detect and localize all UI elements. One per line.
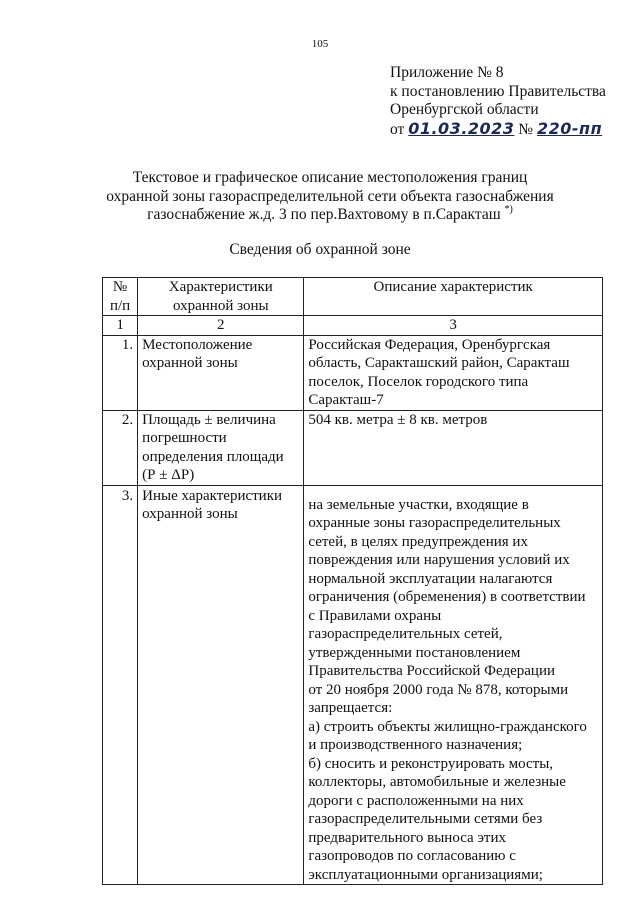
column-number-row — [103, 316, 603, 336]
column-number: 1 — [103, 316, 138, 336]
table-row — [103, 335, 603, 410]
appendix-region: Оренбургской области — [390, 101, 539, 118]
title-line-3 — [100, 206, 560, 227]
title-line-2: охранной зоны газораспределительной сети объекта газоснабжения — [106, 187, 554, 205]
protection-zone-table — [102, 277, 603, 885]
header-description: Описание характеристик — [304, 278, 603, 316]
row-number: 3. — [103, 485, 138, 885]
table-header-row — [103, 278, 603, 316]
handwritten-date: 01.03.2023 — [408, 118, 515, 138]
column-number: 3 — [304, 316, 603, 336]
row-description: на земельные участки, входящие в охранные зоны газораспределительных сетей, в целях предупреждения их повреждения или нарушения условий их нормальной эксплуатации налагаются ограничения (обременения) в соответствии с Правилами охраны газораспределительных сетей, утвержденными постановлением Правительства Российской Федерации от 20 ноября 2000 года № 878, которыми запрещается: а) строить объекты жилищно-гражданского и производственного назначения; б) сносить и реконструировать мосты, коллекторы, автомобильные и железные дороги с расположенными на них газораспределительными сетями без предварительного выноса этих газопроводов по согласованию с эксплуатационными организациями; — [304, 485, 603, 885]
number-label: № — [518, 120, 534, 138]
row-description: 504 кв. метра ± 8 кв. метров — [304, 410, 603, 485]
table-row — [103, 485, 603, 885]
handwritten-number: 220-пп — [536, 118, 603, 138]
appendix-number: Приложение № 8 — [390, 64, 504, 81]
from-label: от — [390, 120, 405, 138]
title-line-3-text: газоснабжение ж.д. 3 по пер.Вахтовому в п.Саракташ — [147, 206, 501, 223]
row-characteristic: Иные характеристики охранной зоны — [138, 485, 304, 885]
header-characteristics: Характеристики охранной зоны — [138, 278, 304, 316]
row-number: 2. — [103, 410, 138, 485]
row-characteristic: Площадь ± величина погрешности определения площади (Р ± ΔР) — [138, 410, 304, 485]
appendix-block — [390, 64, 606, 138]
column-number: 2 — [138, 316, 304, 336]
appendix-date-line — [390, 120, 606, 139]
row-description: Российская Федерация, Оренбургская область, Саракташский район, Саракташ поселок, Поселок городского типа Саракташ-7 — [304, 335, 603, 410]
footnote-mark: *) — [504, 204, 513, 215]
title-line-1: Текстовое и графическое описание местоположения границ — [132, 169, 528, 186]
page-number: 105 — [311, 38, 329, 50]
header-number: № п/п — [103, 278, 138, 316]
document-title — [100, 169, 560, 227]
table-row — [103, 410, 603, 485]
appendix-reference: к постановлению Правительства — [390, 82, 606, 100]
row-number: 1. — [103, 335, 138, 410]
section-title: Сведения об охранной зоне — [229, 241, 411, 258]
row-characteristic: Местоположение охранной зоны — [138, 335, 304, 410]
